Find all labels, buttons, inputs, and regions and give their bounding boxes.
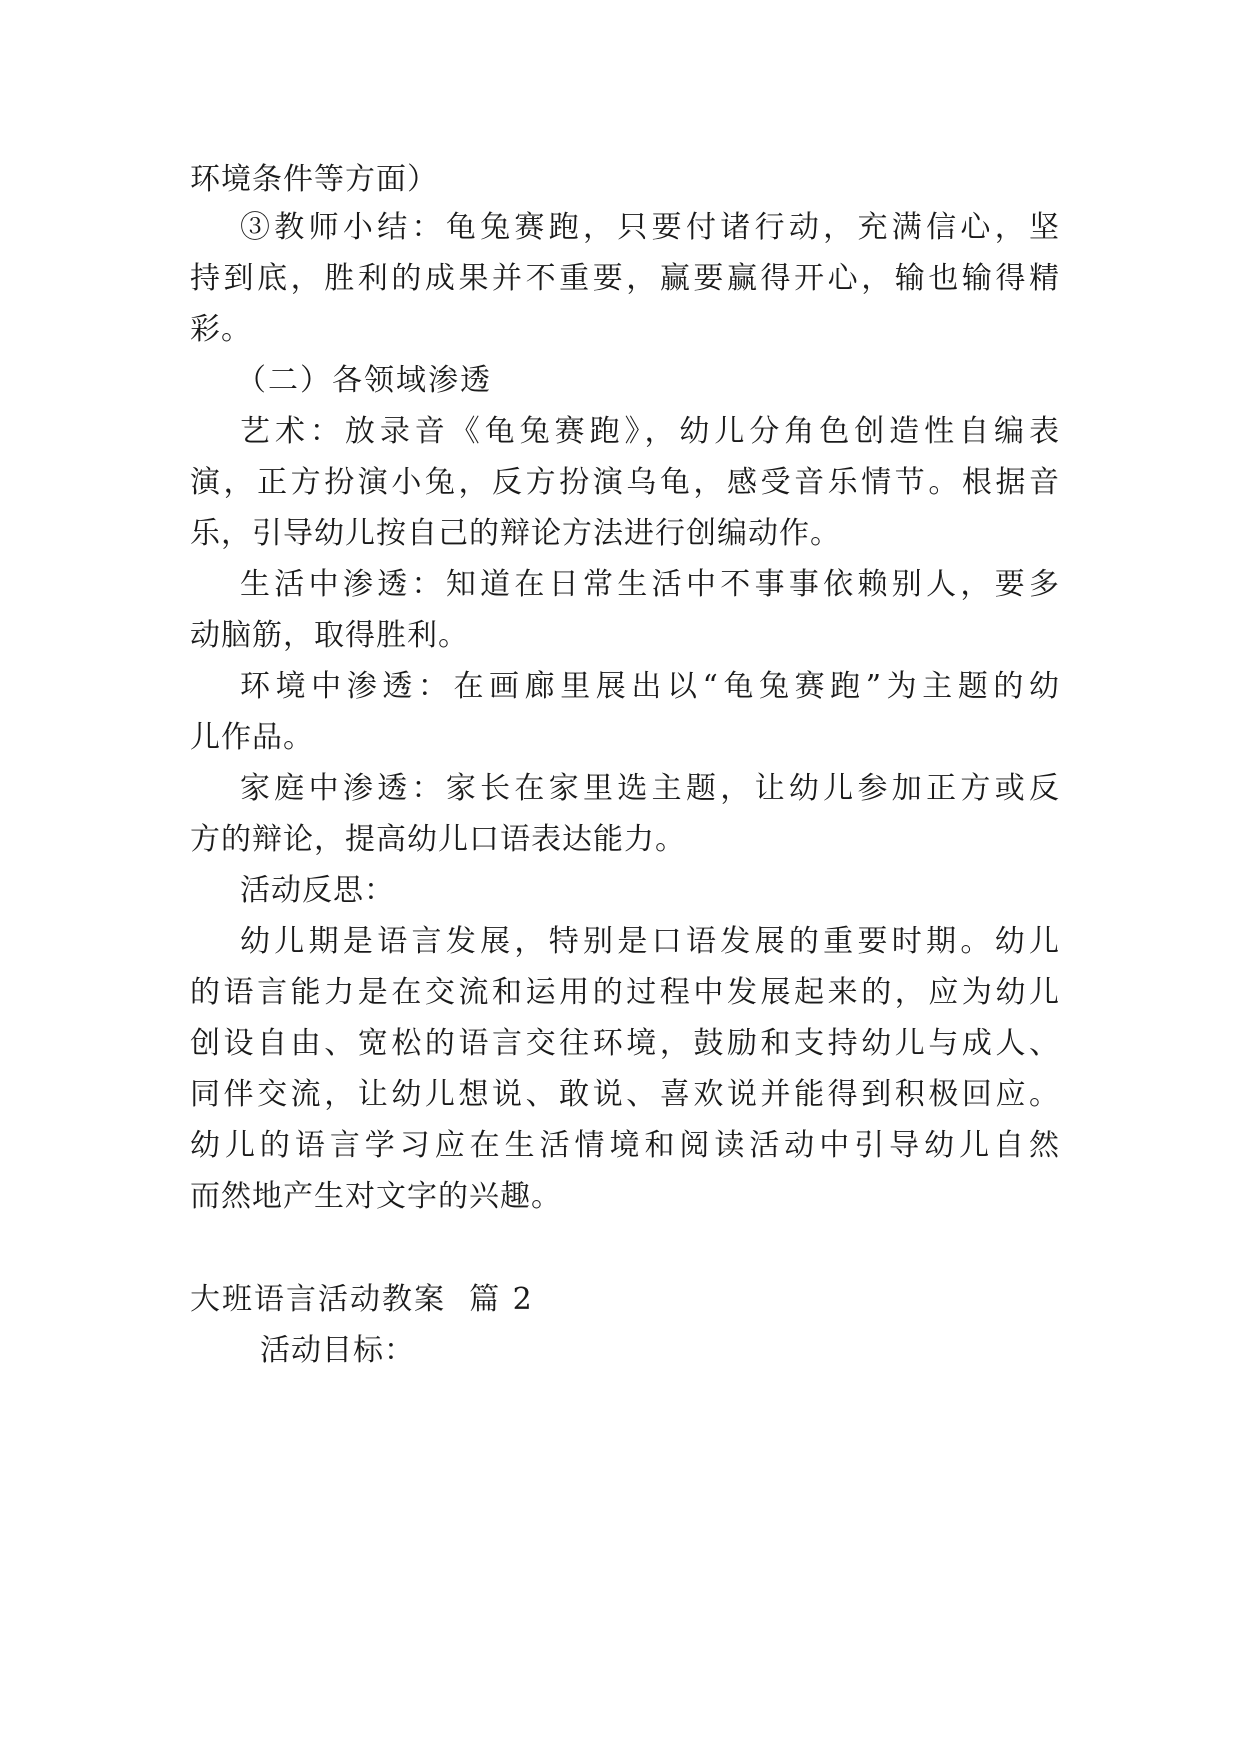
text-line: 幼儿的语言学习应在生活情境和阅读活动中引导幼儿自然 [190,1128,1060,1163]
text-line: 生活中渗透：知道在日常生活中不事事依赖别人，要多 [240,567,1060,602]
text-line: 方的辩论，提高幼儿口语表达能力。 [190,822,686,857]
chapter-title: 大班语言活动教案 篇 2 [190,1282,534,1317]
text-line: 持到底，胜利的成果并不重要，赢要赢得开心，输也输得精 [190,261,1060,296]
text-line: 环境条件等方面） [190,162,438,197]
text-line: 艺术：放录音《龟兔赛跑》，幼儿分角色创造性自编表 [240,414,1060,449]
text-line: 的语言能力是在交流和运用的过程中发展起来的，应为幼儿 [190,975,1060,1010]
text-line: 演，正方扮演小兔，反方扮演乌龟，感受音乐情节。根据音 [190,465,1060,500]
section-heading: 活动目标： [260,1333,415,1368]
section-heading: 活动反思： [240,873,395,908]
section-heading: （二）各领域渗透 [236,363,492,398]
text-line: 环境中渗透：在画廊里展出以“龟兔赛跑”为主题的幼 [240,669,1060,704]
text-line: 儿作品。 [190,720,314,755]
text-line: 而然地产生对文字的兴趣。 [190,1179,562,1214]
text-line: 彩。 [190,312,252,347]
text-line: ③教师小结：龟兔赛跑，只要付诸行动，充满信心，坚 [240,210,1060,245]
text-line: 幼儿期是语言发展，特别是口语发展的重要时期。幼儿 [240,924,1060,959]
text-line: 乐，引导幼儿按自己的辩论方法进行创编动作。 [190,516,841,551]
text-line: 创设自由、宽松的语言交往环境，鼓励和支持幼儿与成人、 [190,1026,1060,1061]
text-line: 家庭中渗透：家长在家里选主题，让幼儿参加正方或反 [240,771,1060,806]
text-line: 同伴交流，让幼儿想说、敢说、喜欢说并能得到积极回应。 [190,1077,1060,1112]
text-line: 动脑筋，取得胜利。 [190,618,469,653]
